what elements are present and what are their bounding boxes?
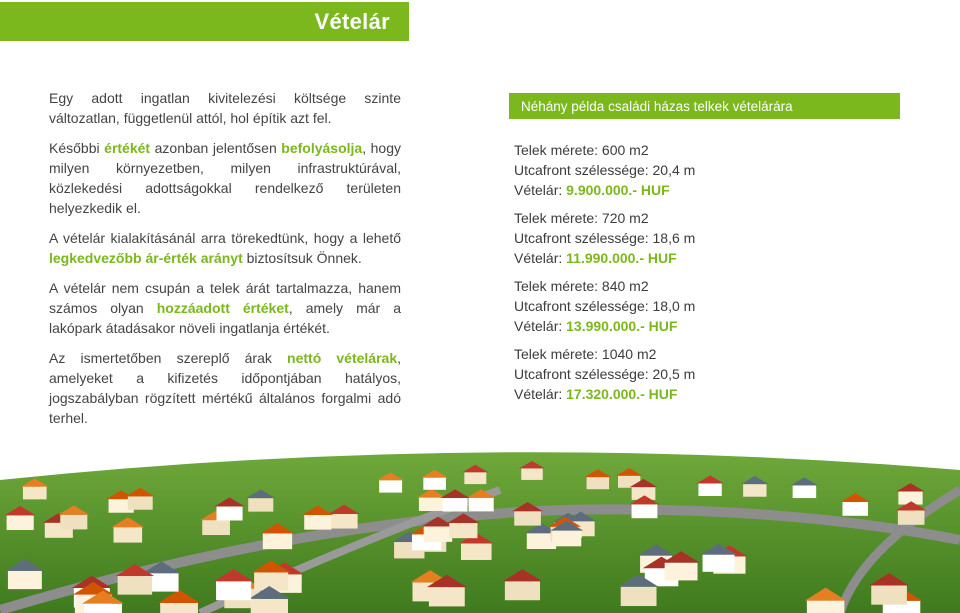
- house-wall: [587, 477, 610, 489]
- price-label: Vételár:: [514, 182, 567, 198]
- house-wall: [449, 523, 477, 538]
- house-wall: [665, 563, 698, 581]
- plot-size: Telek mérete: 840 m2: [514, 278, 649, 294]
- price-value: 11.990.000.- HUF: [566, 250, 677, 266]
- house-wall: [419, 498, 444, 511]
- house-wall: [114, 527, 143, 542]
- price-line: [514, 316, 894, 336]
- street-front: Utcafront szélessége: 20,4 m: [514, 162, 696, 178]
- highlight-value: értékét: [104, 140, 151, 156]
- highlight-influences: befolyásolja: [281, 140, 363, 156]
- title-bar: [0, 2, 409, 41]
- paragraph-4: [49, 278, 401, 338]
- price-line: [514, 384, 894, 404]
- house-wall: [118, 576, 153, 595]
- house-wall: [621, 587, 657, 606]
- page-title: Vételár: [314, 8, 390, 34]
- example-item: [514, 276, 894, 336]
- house-wall: [703, 555, 735, 572]
- price-label: Vételár:: [514, 318, 567, 334]
- house-wall: [898, 510, 925, 524]
- house-wall: [251, 599, 288, 613]
- house-wall: [521, 468, 542, 480]
- highlight-net-prices: nettó vételárak: [287, 350, 398, 366]
- house-wall: [505, 581, 540, 600]
- text-run: , hogy milyen környezetben, milyen infrastruktúrával, közlekedési adottságokkal rendelkező területen helyezkedik el.: [49, 140, 402, 216]
- text-run: Az ismertetőben szereplő árak: [49, 350, 288, 366]
- plot-size: Telek mérete: 720 m2: [514, 210, 649, 226]
- house-wall: [429, 587, 465, 606]
- text-run: A vételár kialakításánál arra törekedtünk, hogy a lehető: [49, 230, 401, 246]
- house-wall: [160, 603, 198, 613]
- example-item: [514, 140, 894, 200]
- street-front: Utcafront szélessége: 18,6 m: [514, 230, 696, 246]
- house-wall: [263, 533, 292, 549]
- text-run: Későbbi: [49, 140, 105, 156]
- house-wall: [331, 514, 358, 529]
- house-wall: [60, 515, 87, 530]
- price-examples: [514, 140, 894, 412]
- plot-size: Telek mérete: 600 m2: [514, 142, 649, 158]
- house-wall: [304, 515, 331, 530]
- example-item: [514, 344, 894, 404]
- house-wall: [424, 527, 453, 542]
- street-front: Utcafront szélessége: 18,0 m: [514, 298, 696, 314]
- house-wall: [216, 506, 242, 520]
- house-wall: [379, 480, 402, 492]
- house-wall: [842, 502, 868, 516]
- house-wall: [128, 496, 153, 509]
- paragraph-3: [49, 228, 401, 268]
- paragraph-5: [49, 348, 401, 428]
- price-line: [514, 180, 894, 200]
- house-wall: [8, 571, 42, 589]
- house-wall: [871, 585, 907, 604]
- examples-header: [509, 93, 900, 119]
- example-item: [514, 208, 894, 268]
- highlight-best-value: legkedvezőbb ár-érték arányt: [49, 250, 243, 266]
- house-wall: [216, 581, 251, 600]
- aerial-neighborhood-image: [0, 420, 960, 613]
- plot-size: Telek mérete: 1040 m2: [514, 346, 657, 362]
- text-run: biztosítsuk Önnek.: [242, 250, 362, 266]
- examples-header-label: Néhány példa családi házas telkek vételárára: [521, 98, 793, 114]
- paragraph-2: [49, 138, 401, 218]
- house-wall: [632, 504, 658, 518]
- house-wall: [7, 515, 34, 530]
- house-wall: [248, 498, 273, 512]
- house-wall: [469, 498, 494, 511]
- text-run: , amely már a lakópark átadásakor növeli ingatlanja értékét.: [49, 300, 401, 336]
- text-run: , amelyeket a kifizetés időpontjában hatályos, jogszabályban rögzített mértékű általános forgalmi adó terhel.: [49, 350, 402, 426]
- house-wall: [514, 511, 541, 525]
- house-wall: [552, 531, 581, 547]
- price-value: 13.990.000.- HUF: [566, 318, 678, 334]
- text-run: azonban jelentősen: [150, 140, 282, 156]
- house-wall: [442, 498, 467, 511]
- street-front: Utcafront szélessége: 20,5 m: [514, 366, 696, 382]
- highlight-added-value: hozzáadott értéket: [156, 300, 289, 316]
- house-wall: [423, 478, 446, 490]
- house-wall: [202, 520, 230, 535]
- price-line: [514, 248, 894, 268]
- price-label: Vételár:: [514, 250, 567, 266]
- intro-text: [49, 88, 401, 438]
- price-label: Vételár:: [514, 386, 567, 402]
- text-run: A vételár nem csupán a telek árát tartalmazza, hanem számos olyan: [49, 280, 401, 316]
- house-wall: [84, 604, 122, 613]
- house-wall: [793, 485, 817, 498]
- price-value: 9.900.000.- HUF: [566, 182, 670, 198]
- house-wall: [461, 544, 492, 560]
- price-value: 17.320.000.- HUF: [566, 386, 678, 402]
- house-wall: [23, 487, 47, 500]
- paragraph-1: Egy adott ingatlan kivitelezési költsége szinte változatlan, függetlenül attól, hol építik azt fel.: [49, 90, 401, 126]
- house-wall: [743, 484, 766, 497]
- house-wall: [698, 483, 721, 496]
- house-wall: [464, 472, 486, 484]
- house-wall: [807, 601, 844, 613]
